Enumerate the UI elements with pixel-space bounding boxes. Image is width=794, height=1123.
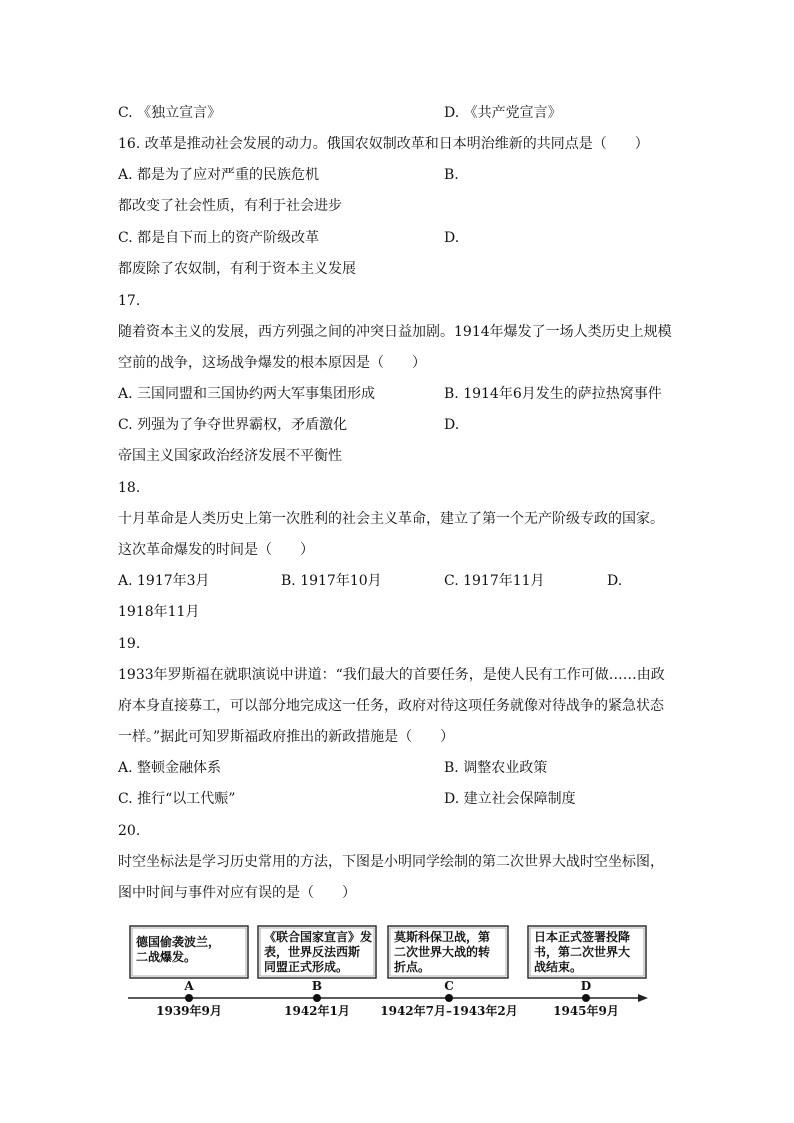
timeline-event-text-b-1: 《联合国家宣言》发 xyxy=(264,930,373,944)
timeline-event-text-d-2: 书，第二次世界大 xyxy=(534,945,631,959)
timeline-event-text-c-1: 莫斯科保卫战，第 xyxy=(394,930,491,944)
q16-option-b-label: B. xyxy=(444,167,459,183)
q18-option-d-label: D. xyxy=(607,573,623,589)
q19-option-d: D. 建立社会保障制度 xyxy=(444,791,576,807)
q19-option-b: B. 调整农业政策 xyxy=(444,760,548,776)
q19-option-c: C. 推行“以工代赈” xyxy=(118,791,236,807)
q18-stem-line1: 十月革命是人类历史上第一次胜利的社会主义革命，建立了第一个无产阶级专政的国家。 xyxy=(118,511,664,527)
ww2-timeline-figure xyxy=(118,912,658,1022)
q19-number: 19. xyxy=(118,636,141,652)
q16-option-d-label: D. xyxy=(444,230,460,246)
q19-option-a: A. 整顿金融体系 xyxy=(118,760,222,776)
timeline-date-c: 1942年7月–1943年2月 xyxy=(380,1004,518,1018)
timeline-event-text-c-3: 折点。 xyxy=(394,960,431,974)
timeline-letter-d: D xyxy=(580,979,592,993)
timeline-event-text-a-1: 德国偷袭波兰， xyxy=(136,935,221,949)
timeline-point-d xyxy=(582,994,590,1002)
timeline-date-b: 1942年1月 xyxy=(284,1004,350,1018)
q18-number: 18. xyxy=(118,480,141,496)
timeline-event-text-a-2: 二战爆发。 xyxy=(136,950,197,964)
q17-option-c: C. 列强为了争夺世界霸权，矛盾激化 xyxy=(118,417,348,433)
q17-number: 17. xyxy=(118,293,141,309)
timeline-point-a xyxy=(185,994,193,1002)
q20-stem-line1: 时空坐标法是学习历史常用的方法，下图是小明同学绘制的第二次世界大战时空坐标图， xyxy=(118,854,664,870)
q18-option-c: C. 1917年11月 xyxy=(444,573,545,589)
timeline-letter-a: A xyxy=(184,979,194,993)
q17-stem-line1: 随着资本主义的发展，西方列强之间的冲突日益加剧。1914年爆发了一场人类历史上规模 xyxy=(118,324,672,340)
q18-option-a: A. 1917年3月 xyxy=(118,573,210,589)
timeline-letter-c: C xyxy=(444,979,454,993)
q17-option-d-label: D. xyxy=(444,417,460,433)
q20-stem-line2: 图中时间与事件对应有误的是（ ） xyxy=(118,885,356,901)
timeline-event-text-d-1: 日本正式签署投降 xyxy=(534,930,631,944)
q19-stem-line2: 府本身直接募工，可以部分地完成这一任务，政府对待这项任务就像对待战争的紧急状态 xyxy=(118,698,664,714)
q17-option-d-text: 帝国主义国家政治经济发展不平衡性 xyxy=(118,448,342,464)
timeline-axis-arrow-icon xyxy=(638,994,648,1002)
q16-option-a: A. 都是为了应对严重的民族危机 xyxy=(118,167,320,183)
timeline-event-text-b-2: 表，世界反法西斯 xyxy=(264,945,361,959)
q19-stem-line3: 一样。”据此可知罗斯福政府推出的新政措施是（ ） xyxy=(118,729,455,745)
q20-number: 20. xyxy=(118,823,141,839)
q15-option-c: C. 《独立宣言》 xyxy=(118,105,222,121)
q18-option-d-text: 1918年11月 xyxy=(118,604,200,620)
timeline-date-a: 1939年9月 xyxy=(156,1004,222,1018)
q16-option-b-text: 都改变了社会性质，有利于社会进步 xyxy=(118,198,342,214)
q18-option-b: B. 1917年10月 xyxy=(281,573,382,589)
timeline-event-text-b-3: 同盟正式形成。 xyxy=(264,960,349,974)
timeline-event-text-d-3: 战结束。 xyxy=(534,960,583,974)
q16-option-d-text: 都废除了农奴制，有利于资本主义发展 xyxy=(118,261,356,277)
q16-option-c: C. 都是自下而上的资产阶级改革 xyxy=(118,230,320,246)
timeline-point-b xyxy=(313,994,321,1002)
q17-stem-line2: 空前的战争，这场战争爆发的根本原因是（ ） xyxy=(118,355,426,371)
timeline-letter-b: B xyxy=(311,979,323,993)
q17-option-a: A. 三国同盟和三国协约两大军事集团形成 xyxy=(118,386,376,402)
timeline-event-text-c-2: 二次世界大战的转 xyxy=(394,945,491,959)
q17-option-b: B. 1914年6月发生的萨拉热窝事件 xyxy=(444,386,662,402)
timeline-date-d: 1945年9月 xyxy=(553,1004,619,1018)
q16-stem: 16. 改革是推动社会发展的动力。俄国农奴制改革和日本明治维新的共同点是（ ） xyxy=(118,136,649,152)
q18-stem-line2: 这次革命爆发的时间是（ ） xyxy=(118,542,314,558)
q19-stem-line1: 1933年罗斯福在就职演说中讲道：“我们最大的首要任务，是使人民有工作可做……由政 xyxy=(118,667,665,683)
q15-option-d: D. 《共产党宣言》 xyxy=(444,105,562,121)
timeline-point-c xyxy=(445,994,453,1002)
